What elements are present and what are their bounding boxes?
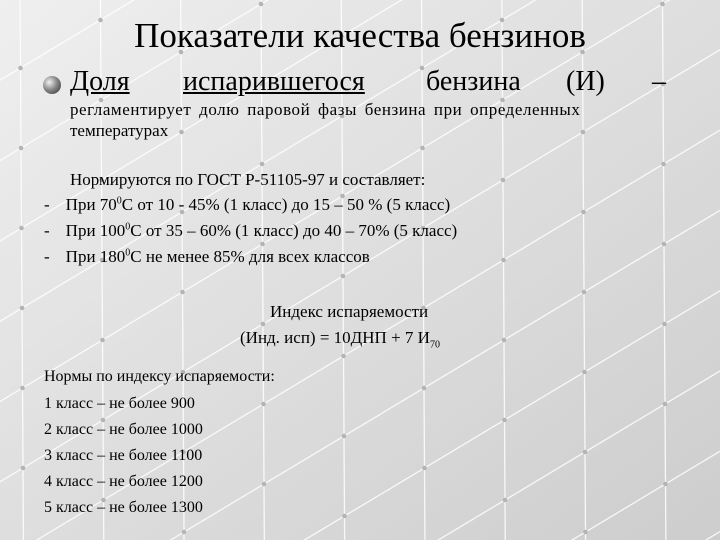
norm-item-dash: - [44,247,50,266]
norm-item-dash: - [44,221,50,240]
norm-item-text: При 70 [65,195,117,214]
norm-item-dash: - [44,195,50,214]
lead-word-dolya: Доля [70,66,130,97]
norm-item-text: При 180 [65,247,126,266]
formula-main: (Инд. исп) = 10ДНП + 7 И [240,328,430,347]
norm-item-text: С от 35 – 60% (1 класс) до 40 – 70% (5 класс) [130,221,458,240]
lead-dash: – [652,66,666,97]
norm-item-3 [44,247,370,267]
norm-item-text: При 100 [65,221,126,240]
norm-item-text: С от 10 - 45% (1 класс) до 15 – 50 % (5 класс) [121,195,451,214]
lead-word-i: (И) [566,66,605,97]
index-title: Индекс испаряемости [270,302,429,321]
degree-superscript: 0 [125,221,131,233]
degree-superscript: 0 [116,195,122,207]
formula-subscript: 70 [429,339,440,351]
bullet-sphere-icon [43,76,61,94]
degree-superscript: 0 [125,247,131,259]
class-norm-1: 1 класс – не более 900 [44,395,195,412]
norm-intro: Нормируются по ГОСТ Р-51105-97 и составляет: [70,170,426,189]
lead-word-isparivshegosya: испарившегося [183,66,365,97]
slide-title: Показатели качества бензинов [134,16,586,55]
description-line-2: температурах [70,121,169,140]
class-norms-heading: Нормы по индексу испаряемости: [44,368,275,385]
index-formula [240,328,440,350]
class-norm-3: 3 класс – не более 1100 [44,447,203,464]
norm-item-text: С не менее 85% для всех классов [130,247,370,266]
norm-item-2 [44,221,457,241]
lead-word-benzina: бензина [426,66,521,97]
norm-item-1 [44,195,450,215]
class-norm-2: 2 класс – не более 1000 [44,421,203,438]
description-line-1: регламентирует долю паровой фазы бензина при определенных [70,100,581,119]
class-norm-5: 5 класс – не более 1300 [44,499,203,516]
class-norm-4: 4 класс – не более 1200 [44,473,203,490]
